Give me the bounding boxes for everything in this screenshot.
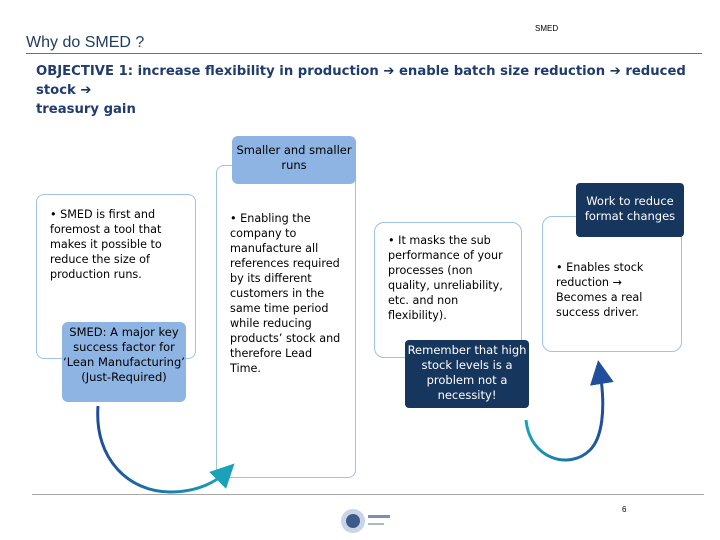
card-stock-reduction-text: • Enables stock reduction → Becomes a real success driver. [556, 261, 644, 319]
card-enabling-text: • Enabling the company to manufacture all references required by its different customers in the same time period while reducing products’ stock and therefore Lead Time. [230, 212, 341, 375]
right-arrow-icon: ➔ [609, 64, 621, 79]
card-smed-tool-text: • SMED is first and foremost a tool that makes it possible to reduce the size of production runs. [50, 208, 162, 281]
slide-tag: SMED [535, 24, 559, 33]
objective-line2: treasury gain [36, 102, 136, 117]
objective-step2: enable batch size reduction [398, 64, 606, 79]
title-divider [26, 53, 702, 54]
objective-text [36, 62, 686, 119]
callout-key-success-factor: SMED: A major key success factor for ‘Lean Manufacturing’ (Just-Required) [62, 322, 186, 402]
callout-high-stock: Remember that high stock levels is a problem not a necessity! [405, 340, 529, 408]
company-logo [338, 504, 398, 538]
right-arrow-icon: ➔ [383, 64, 395, 79]
card-masks-performance-text: • It masks the sub performance of your processes (non quality, unreliability, etc. and non flexibility). [388, 234, 503, 322]
right-arrow-icon: ➔ [80, 83, 92, 98]
slide-title: Why do SMED ? [26, 34, 145, 51]
callout-smaller-runs: Smaller and smaller runs [232, 136, 356, 184]
page-number: 6 [622, 505, 627, 514]
objective-step3: reduced stock [36, 64, 686, 98]
curved-arrow-icon [90, 400, 240, 500]
objective-line1: OBJECTIVE 1: increase flexibility in production [36, 64, 379, 79]
footer-divider [32, 494, 704, 495]
callout-reduce-format-changes: Work to reduce format changes [576, 183, 684, 237]
curved-arrow-icon [520, 350, 620, 480]
